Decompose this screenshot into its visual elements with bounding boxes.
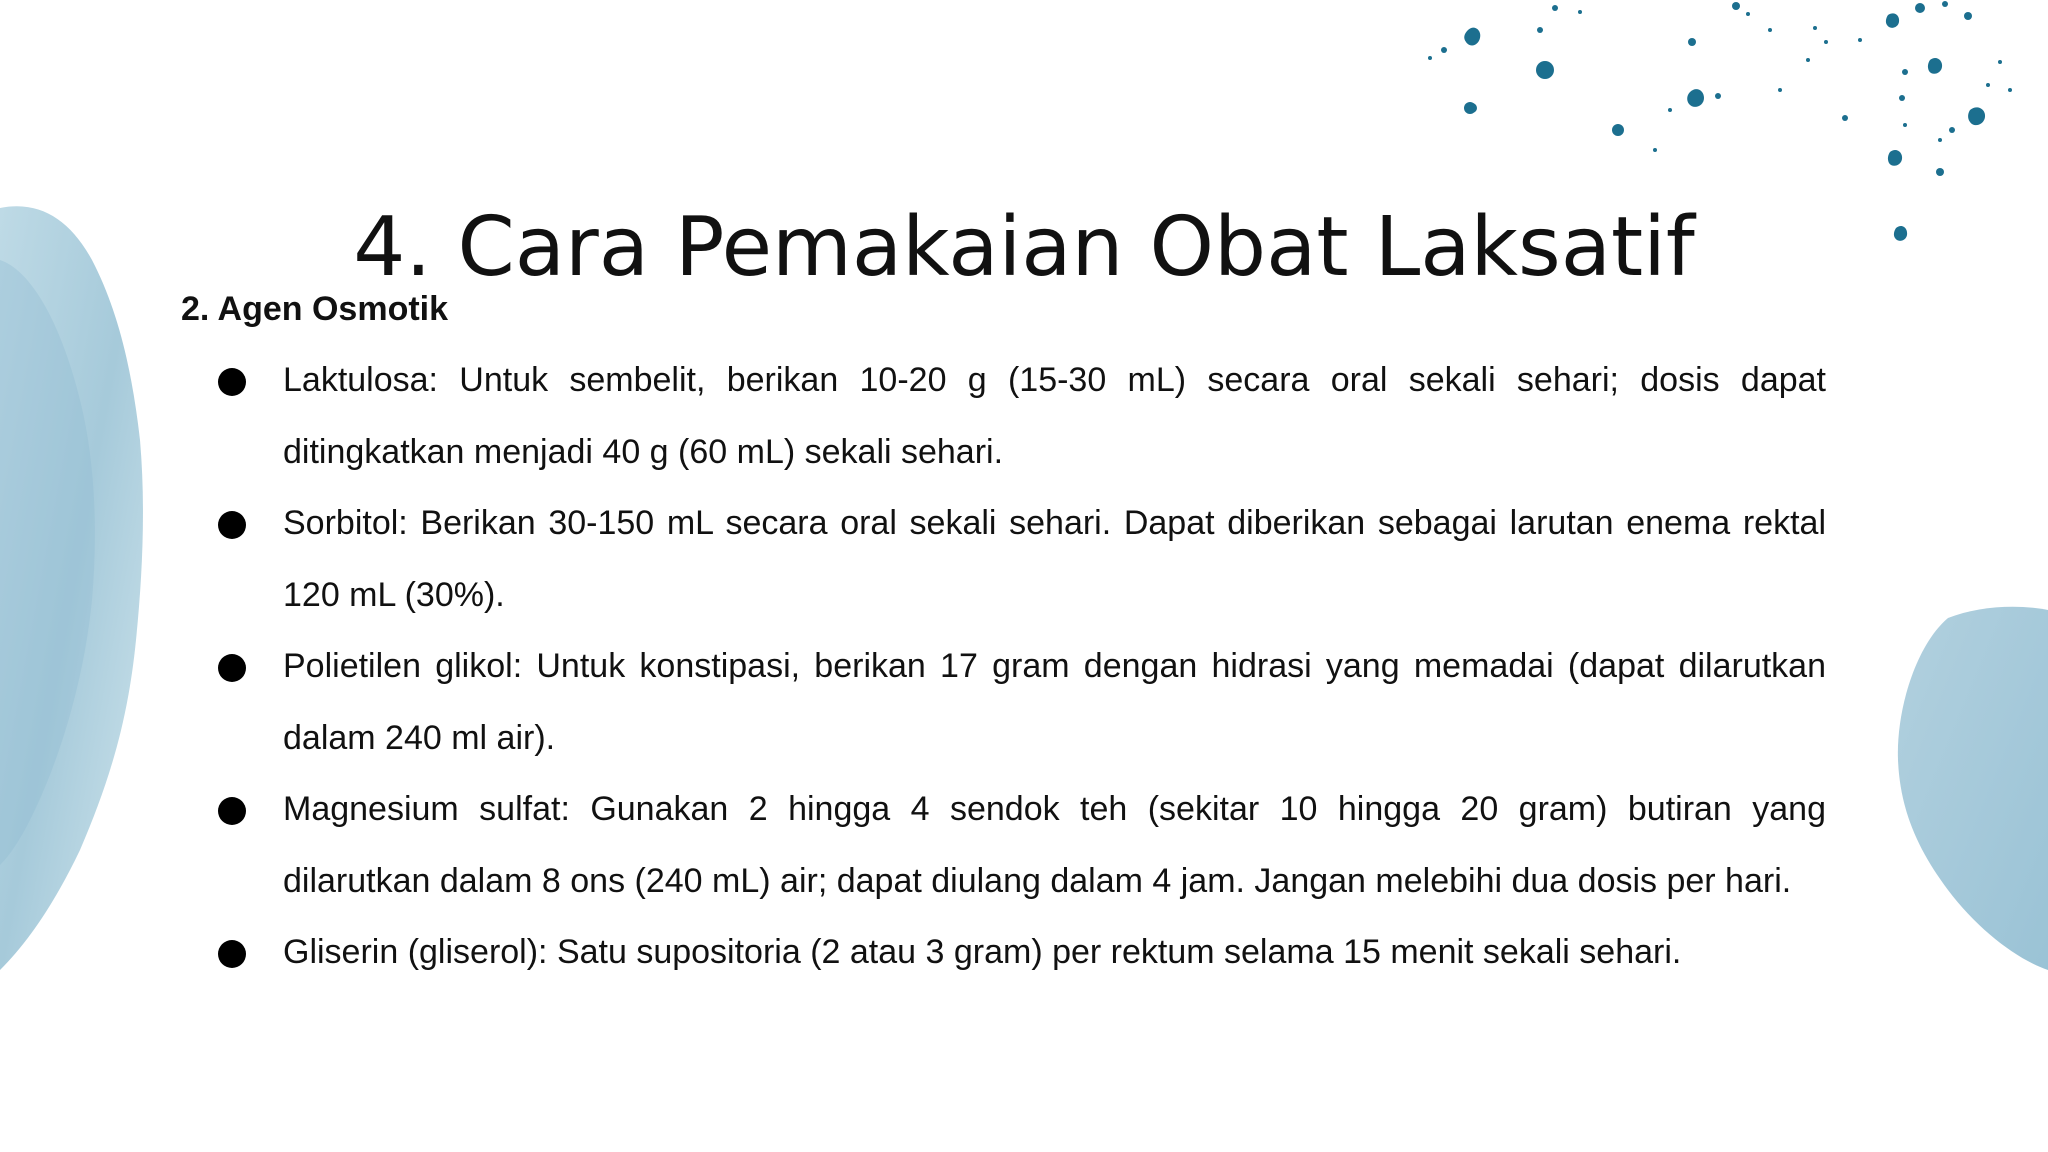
bullet-dot xyxy=(218,797,246,825)
bullet-dot xyxy=(218,940,246,968)
list-item-text: Magnesium sulfat: Gunakan 2 hingga 4 sendok teh (sekitar 10 hingga 20 gram) butiran yang dilarutkan dalam 8 ons (240 mL) air; dapat diulang dalam 4 jam. Jangan melebihi dua dosis per hari. xyxy=(283,790,1826,900)
list-item-gliserin xyxy=(210,917,1826,989)
list-item-polietilen-glikol xyxy=(210,631,1826,774)
bullet-dot xyxy=(218,368,246,396)
list-item-sorbitol xyxy=(210,488,1826,631)
section-heading: 2. Agen Osmotik xyxy=(181,290,449,328)
list-item-laktulosa xyxy=(210,345,1826,488)
list-item-text: Gliserin (gliserol): Satu supositoria (2 atau 3 gram) per rektum selama 15 menit sekali sehari. xyxy=(283,933,1682,971)
bullet-dot xyxy=(218,511,246,539)
list-item-text: Laktulosa: Untuk sembelit, berikan 10-20 g (15-30 mL) secara oral sekali sehari; dosis dapat ditingkatkan menjadi 40 g (60 mL) sekali sehari. xyxy=(283,361,1826,471)
bullet-list xyxy=(210,345,1826,989)
watercolor-blob-left xyxy=(0,200,160,980)
watercolor-blob-right xyxy=(1878,600,2048,980)
bullet-dot xyxy=(218,654,246,682)
list-item-text: Sorbitol: Berikan 30-150 mL secara oral sekali sehari. Dapat diberikan sebagai larutan enema rektal 120 mL (30%). xyxy=(283,504,1826,614)
slide-title: 4. Cara Pemakaian Obat Laksatif xyxy=(353,199,1695,295)
list-item-magnesium-sulfat xyxy=(210,774,1826,917)
list-item-text: Polietilen glikol: Untuk konstipasi, berikan 17 gram dengan hidrasi yang memadai (dapat dilarutkan dalam 240 ml air). xyxy=(283,647,1826,757)
